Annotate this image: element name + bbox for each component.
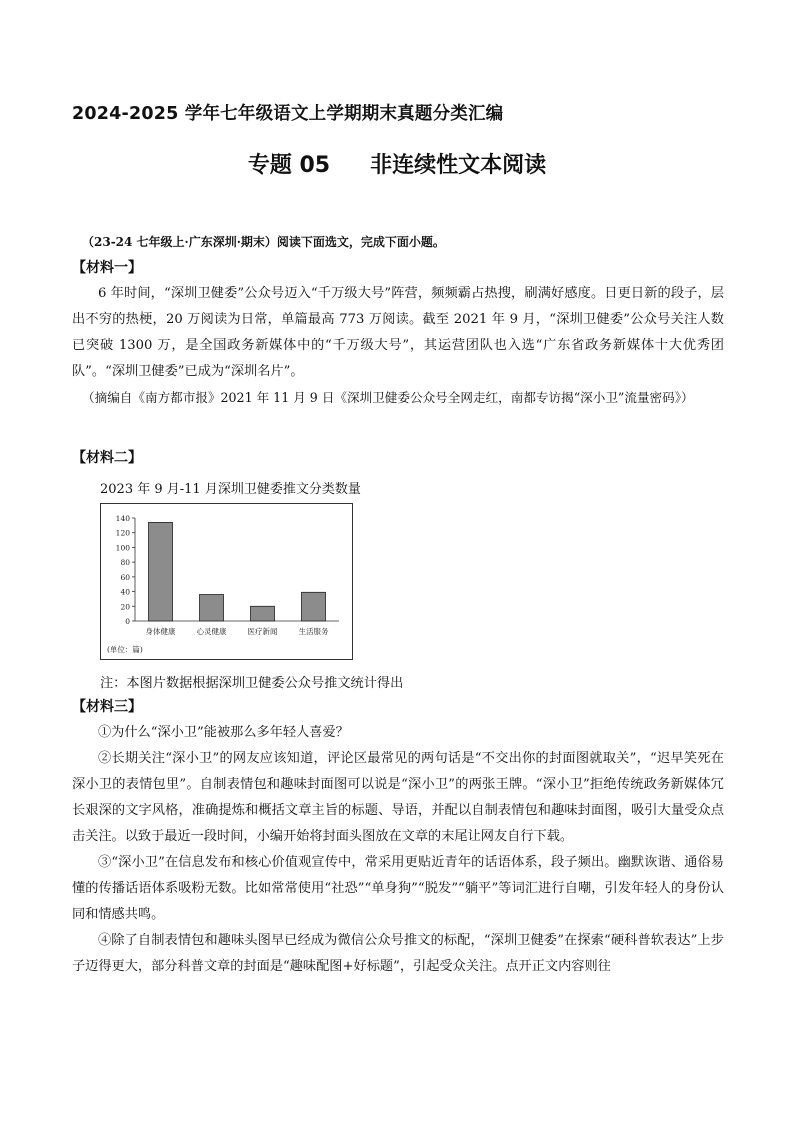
material2-label: 【材料二】: [72, 450, 142, 466]
chart-title: 2023 年 9 月-11 月深圳卫健委推文分类数量: [100, 482, 361, 497]
topic-name: 非连续性文本阅读: [370, 153, 547, 178]
x-tick-label: 心灵健康: [196, 627, 227, 636]
y-tick-label: 40: [120, 587, 130, 597]
topic-heading: [0, 148, 794, 179]
material1-section: [72, 255, 724, 411]
y-tick-label: 80: [120, 558, 130, 568]
y-tick-label: 60: [120, 572, 130, 582]
material3-paragraph: ③“深小卫”在信息发布和核心价值观宣传中，常采用更贴近青年的话语体系，段子频出。幽默诙谐、通俗易懂的传播话语体系吸粉无数。比如常常使用“社恐”“单身狗”“脱发”“躺平”等词汇进行自嘲，引发年轻人的身份认同和情感共鸣。: [72, 855, 724, 922]
x-tick-label: 生活服务: [298, 627, 329, 636]
document-title: 2024-2025 学年七年级语文上学期期末真题分类汇编: [72, 104, 504, 124]
material1-paragraph: 6 年时间，“深圳卫健委”公众号迈入“千万级大号”阵营，频频霸占热搜，刷满好感度。日更日新的段子，层出不穷的热梗，20 万阅读为日常，单篇最高 773 万阅读。截至 2021 年 9 月，“深圳卫健委”公众号关注人数已突破 1300 万，是全国政务新媒体中的“千万级大号”，其运营团队也入选“广东省政务新媒体十大优秀团队”。“深圳卫健委”已成为“深圳名片”。: [72, 286, 724, 379]
y-tick-label: 20: [120, 602, 130, 612]
x-tick-label: 身体健康: [145, 627, 176, 636]
x-tick-label: 医疗新闻: [247, 627, 278, 636]
bar-chart-svg: [101, 504, 352, 659]
material1-citation: （摘编自《南方都市报》2021 年 11 月 9 日《深圳卫健委公众号全网走红，南都专访揭“深小卫”流量密码》）: [82, 390, 694, 405]
bar: [149, 522, 173, 621]
bar: [302, 592, 326, 621]
chart-note: 注：本图片数据根据深圳卫健委公众号推文统计得出: [100, 676, 404, 691]
y-tick-label: 0: [125, 617, 130, 626]
y-tick-label: 140: [115, 514, 130, 523]
material3-paragraph: ④除了自制表情包和趣味头图早已经成为微信公众号推文的标配，“深圳卫健委”在探索“硬科普软表达”上步子迈得更大，部分科普文章的封面是“趣味配图+好标题”，引起受众关注。点开正文内容则往: [72, 933, 724, 974]
material1-label: 【材料一】: [72, 260, 142, 276]
bar: [200, 595, 224, 621]
topic-number: 专题 05: [247, 153, 331, 178]
bar: [251, 606, 275, 621]
material3-label: 【材料三】: [72, 699, 142, 715]
material3-section: [72, 694, 724, 980]
unit-label: (单位：篇): [107, 645, 143, 654]
y-tick-label: 100: [115, 543, 130, 553]
question-source: （23-24 七年级上·广东深圳·期末）阅读下面选文，完成下面小题。: [82, 235, 445, 249]
y-tick-label: 120: [115, 528, 130, 538]
bar-chart: [100, 503, 353, 660]
material3-paragraph: ①为什么“深小卫”能被那么多年轻人喜爱？: [98, 725, 349, 740]
material3-paragraph: ②长期关注“深小卫”的网友应该知道，评论区最常见的两句话是“不交出你的封面图就取关”，“迟早笑死在深小卫的表情包里”。自制表情包和趣味封面图可以说是“深小卫”的两张王牌。“深小卫”拒绝传统政务新媒体冗长艰深的文字风格，准确提炼和概括文章主旨的标题、导语，并配以自制表情包和趣味封面图，吸引大量受众点击关注。以致于最近一段时间，小编开始将封面头图放在文章的末尾让网友自行下载。: [72, 751, 724, 844]
